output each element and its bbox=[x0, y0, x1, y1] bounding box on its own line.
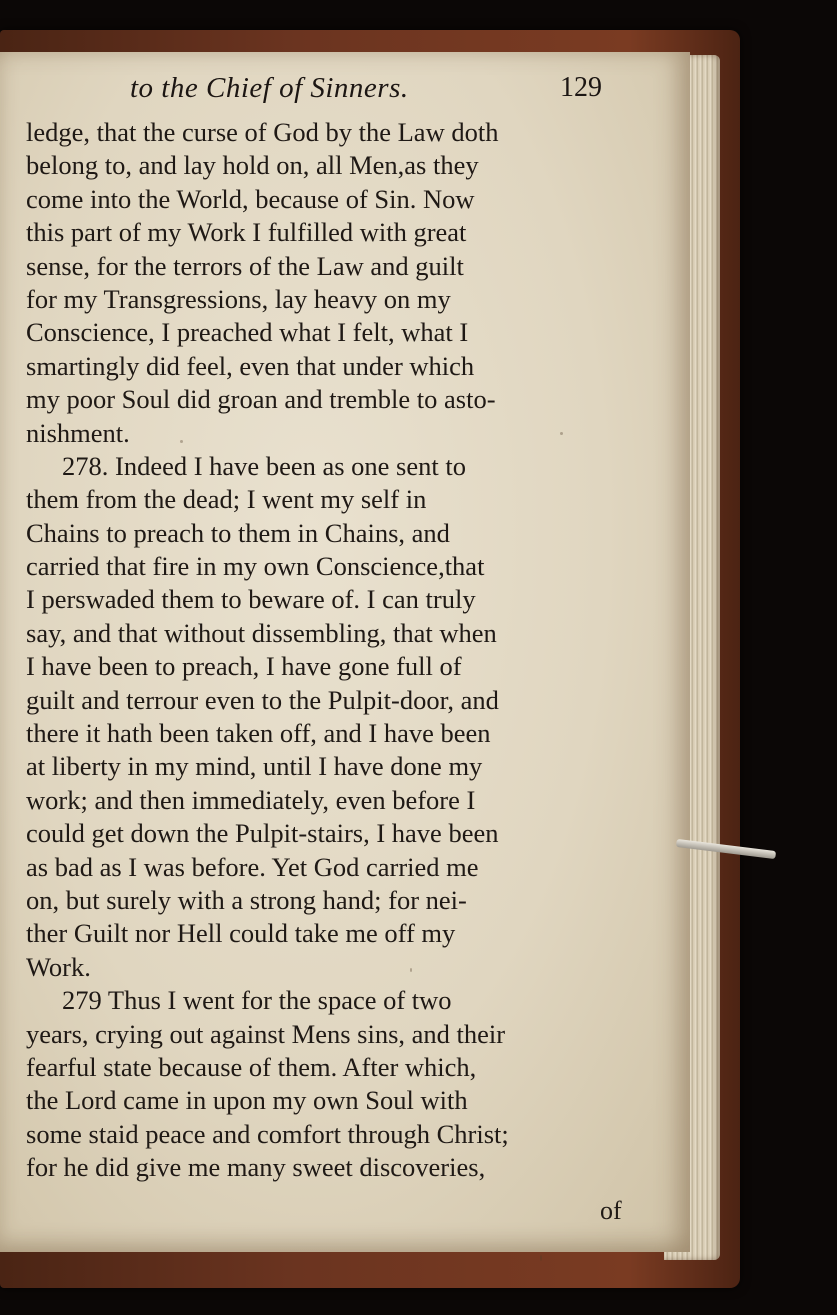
text-line: come into the World, because of Sin. Now bbox=[26, 183, 475, 214]
text-line: smartingly did feel, even that under which bbox=[26, 350, 475, 381]
text-line: as bad as I was before. Yet God carried me bbox=[26, 851, 479, 882]
paper-speck bbox=[560, 432, 563, 435]
catchword: of bbox=[600, 1196, 622, 1225]
paragraph-start: 279 Thus I went for the space of two bbox=[62, 985, 452, 1016]
page-header bbox=[0, 70, 640, 116]
text-line: work; and then immediately, even before I bbox=[26, 784, 476, 815]
text-line: some staid peace and comfort through Christ; bbox=[26, 1118, 509, 1149]
text-line: ther Guilt nor Hell could take me off my bbox=[26, 918, 456, 949]
text-line: Conscience, I preached what I felt, what I bbox=[26, 317, 469, 348]
text-line: I perswaded them to beware of. I can truly bbox=[26, 584, 476, 615]
text-line: the Lord came in upon my own Soul with bbox=[26, 1085, 468, 1116]
running-head: to the Chief of Sinners. bbox=[130, 72, 409, 104]
text-line: years, crying out against Mens sins, and their bbox=[26, 1018, 506, 1049]
text-line: for he did give me many sweet discoveries, bbox=[26, 1152, 486, 1183]
paper-speck bbox=[180, 440, 183, 443]
page-number: 129 bbox=[560, 72, 602, 103]
text-line: fearful state because of them. After which, bbox=[26, 1051, 477, 1082]
text-line: on, but surely with a strong hand; for nei- bbox=[26, 884, 467, 915]
paper-speck bbox=[410, 968, 412, 972]
text-line: them from the dead; I went my self in bbox=[26, 484, 427, 515]
text-line: at liberty in my mind, until I have done my bbox=[26, 751, 483, 782]
text-line: Work. bbox=[26, 951, 91, 982]
text-line: Chains to preach to them in Chains, and bbox=[26, 517, 450, 548]
text-line: my poor Soul did groan and tremble to asto- bbox=[26, 384, 496, 415]
text-line: nishment. bbox=[26, 417, 130, 448]
paper-speck bbox=[540, 1255, 542, 1261]
text-line: there it hath been taken off, and I have been bbox=[26, 718, 491, 749]
text-line: say, and that without dissembling, that when bbox=[26, 617, 497, 648]
text-line: guilt and terrour even to the Pulpit-door, and bbox=[26, 684, 499, 715]
text-line: sense, for the terrors of the Law and guilt bbox=[26, 250, 464, 281]
text-line: this part of my Work I fulfilled with great bbox=[26, 217, 467, 248]
text-line: for my Transgressions, lay heavy on my bbox=[26, 283, 451, 314]
text-line: I have been to preach, I have gone full of bbox=[26, 651, 462, 682]
text-line: carried that fire in my own Conscience,that bbox=[26, 551, 485, 582]
paragraph-start: 278. Indeed I have been as one sent to bbox=[62, 450, 466, 481]
text-line: ledge, that the curse of God by the Law doth bbox=[26, 117, 499, 147]
body-text bbox=[26, 116, 666, 1185]
text-line: belong to, and lay hold on, all Men,as they bbox=[26, 150, 479, 181]
text-line: could get down the Pulpit-stairs, I have been bbox=[26, 818, 499, 849]
